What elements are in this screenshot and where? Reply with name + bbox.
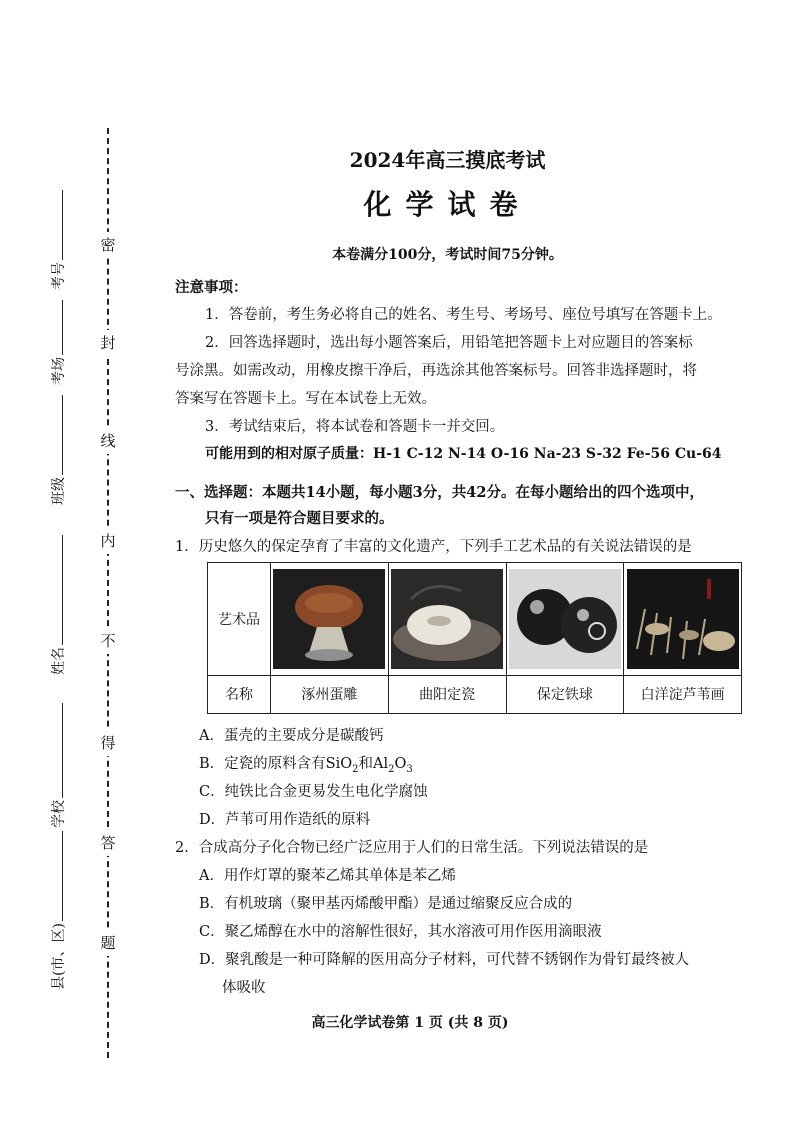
seal-char-6: 得: [98, 730, 118, 756]
seal-char-1: 密: [98, 232, 118, 258]
note-item-2: 2．回答选择题时，选出每小题答案后，用铅笔把答题卡上对应题目的答案标: [205, 335, 693, 351]
note-item-1: 1．答卷前，考生务必将自己的姓名、考生号、考场号、座位号填写在答题卡上。: [205, 307, 722, 323]
field-county[interactable]: [48, 831, 68, 990]
ding-porcelain-image: [391, 569, 503, 669]
q1-stem: 1．历史悠久的保定孕育了丰富的文化遗产，下列手工艺术品的有关说法错误的是: [175, 539, 692, 555]
q2-stem: 2．合成高分子化合物已经广泛应用于人们的日常生活。下列说法错误的是: [175, 840, 649, 856]
artwork-table: [207, 562, 742, 714]
seal-char-8: 题: [98, 930, 118, 956]
field-label-name: 姓名: [51, 647, 67, 675]
q1-option-a: A．蛋壳的主要成分是碳酸钙: [199, 728, 384, 744]
artwork-name-reed-painting: 白洋淀芦苇画: [624, 675, 742, 713]
subscript: 2: [352, 763, 359, 775]
artwork-name-egg-carving: 涿州蛋雕: [271, 675, 389, 713]
field-class[interactable]: [48, 395, 68, 505]
notes-heading: 注意事项：: [175, 279, 248, 296]
seal-char-3: 线: [98, 428, 118, 454]
section1-heading: 一、选择题：本题共14小题，每小题3分，共42分。在每小题给出的四个选项中，: [175, 484, 704, 501]
artwork-image-cell: [624, 563, 742, 676]
field-exam-room[interactable]: [48, 300, 68, 385]
artwork-name-iron-balls: 保定铁球: [506, 675, 624, 713]
page-footer: 高三化学试卷第 1 页 (共 8 页): [311, 1015, 509, 1031]
seal-char-7: 答: [98, 830, 118, 856]
note-item-2-cont2: 答案写在答题卡上。写在本试卷上无效。: [175, 391, 436, 407]
table-row-header-name: 名称: [208, 675, 271, 713]
seal-char-2: 封: [98, 330, 118, 356]
q1-option-c: C．纯铁比合金更易发生电化学腐蚀: [199, 784, 428, 800]
field-label-school: 学校: [51, 800, 67, 828]
seal-char-4: 内: [98, 528, 118, 554]
q2-option-b: B．有机玻璃（聚甲基丙烯酸甲酯）是通过缩聚反应合成的: [199, 896, 573, 912]
egg-carving-image: [273, 569, 385, 669]
subject-title: 化学试卷: [363, 188, 532, 221]
field-label-county: 县(市、区): [51, 923, 67, 990]
q1-option-b-text: O: [394, 756, 407, 772]
q2-option-c: C．聚乙烯醇在水中的溶解性很好，其水溶液可用作医用滴眼液: [199, 924, 602, 940]
score-info: 本卷满分100分，考试时间75分钟。: [332, 247, 563, 263]
artwork-image-cell: [271, 563, 389, 676]
q2-option-d: D．聚乳酸是一种可降解的医用高分子材料，可代替不锈钢作为骨钉最终被人: [199, 952, 690, 968]
field-exam-number[interactable]: [48, 190, 68, 290]
q1-option-d: D．芦苇可用作造纸的原料: [199, 812, 371, 828]
atomic-mass: 可能用到的相对原子质量：H-1 C-12 N-14 O-16 Na-23 S-32 Fe-56 Cu-64: [205, 446, 722, 462]
q1-option-b-text: B．定瓷的原料含有SiO: [199, 756, 353, 772]
binding-dashed-line: [107, 128, 109, 1058]
reed-painting-image: [627, 569, 739, 669]
subscript: 2: [388, 763, 395, 775]
q1-option-b: [199, 752, 413, 775]
exam-title: 2024年高三摸底考试: [349, 148, 546, 172]
field-name[interactable]: [48, 535, 68, 675]
note-item-3: 3．考试结束后，将本试卷和答题卡一并交回。: [205, 419, 505, 435]
q1-option-b-text: 和Al: [358, 756, 389, 772]
field-label-exam-number: 考号: [51, 262, 67, 290]
section1-heading-cont: 只有一项是符合题目要求的。: [205, 510, 394, 527]
seal-char-5: 不: [98, 628, 118, 654]
field-school[interactable]: [48, 703, 68, 828]
table-row-header-artwork: 艺术品: [208, 563, 271, 676]
field-label-exam-room: 考场: [51, 357, 67, 385]
artwork-name-ding-porcelain: 曲阳定瓷: [388, 675, 506, 713]
field-label-class: 班级: [51, 477, 67, 505]
artwork-image-cell: [388, 563, 506, 676]
note-item-2-cont: 号涂黑。如需改动，用橡皮擦干净后，再选涂其他答案标号。回答非选择题时，将: [175, 363, 697, 379]
iron-balls-image: [509, 569, 621, 669]
subscript: 3: [406, 763, 413, 775]
q2-option-a: A．用作灯罩的聚苯乙烯其单体是苯乙烯: [199, 868, 456, 884]
q2-option-d-cont: 体吸收: [222, 980, 266, 996]
artwork-image-cell: [506, 563, 624, 676]
